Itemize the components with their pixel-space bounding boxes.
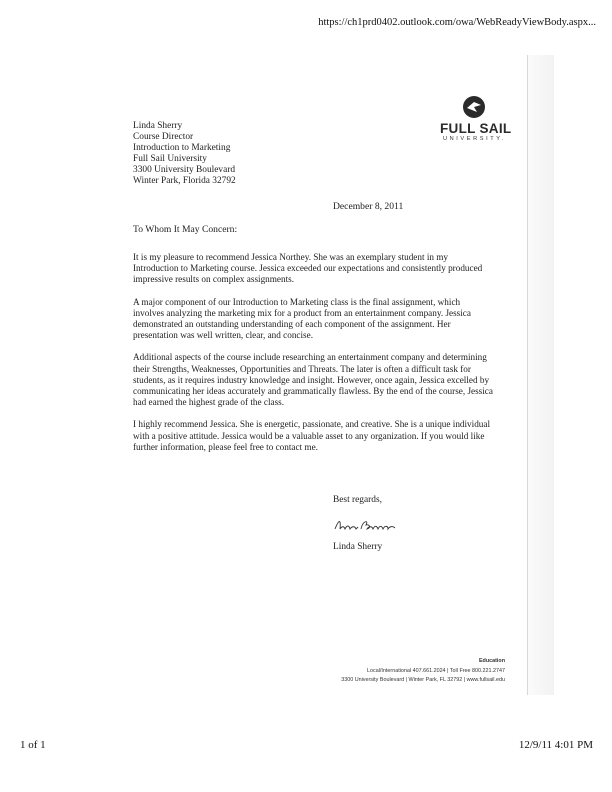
full-sail-logo: [440, 96, 512, 148]
logo-subtitle: UNIVERSITY.: [443, 136, 507, 142]
page-url: https://ch1prd0402.outlook.com/owa/WebReadyViewBody.aspx...: [318, 17, 596, 28]
print-timestamp: 12/9/11 4:01 PM: [518, 739, 593, 751]
letterhead-footer: [341, 657, 505, 686]
sail-mark-icon: [463, 96, 485, 118]
handwritten-signature: [333, 517, 397, 533]
signer-name: Linda Sherry: [333, 542, 383, 552]
letter-body: [133, 252, 493, 464]
sender-address: [133, 121, 236, 187]
closing: Best regards,: [333, 495, 382, 505]
logo-wordmark: FULL SAIL: [440, 121, 512, 136]
paragraph-intro: It is my pleasure to recommend Jessica Northey. She was an exemplary student in my Introduction to Marketing course. Jessica exceeded our expectations and consistently produced impressive results on complex assignments.: [133, 252, 483, 285]
paragraph-assignment: A major component of our Introduction to Marketing class is the final assignment, which involves analyzing the marketing mix for a product from an entertainment company. Jessica demonstrated an outstanding understanding of each component of the assignment. Her presentation was well written, clear, and concise.: [133, 296, 471, 341]
print-page-number: 1 of 1: [20, 739, 46, 751]
sender-title: Course Director: [133, 132, 194, 142]
scan-edge-shadow: [527, 55, 554, 695]
sender-city: Winter Park, Florida 32792: [133, 176, 236, 186]
salutation: To Whom It May Concern:: [133, 224, 238, 235]
paragraph-swot: Additional aspects of the course include researching an entertainment company and determining their Strengths, Weaknesses, Opportunities and Threats. The later is often a difficult task for students, as it requires industry knowledge and insight. However, once again, Jessica excelled by communicating her ideas accurately and grammatically flawless. By the end of the course, Jessica had earned the highest grade of the class.: [133, 352, 493, 408]
paragraph-recommendation: I highly recommend Jessica. She is energetic, passionate, and creative. She is a unique individual with a positive attitude. Jessica would be a valuable asset to any organization. If you would like further information, please feel free to contact me.: [133, 419, 491, 452]
sender-institution: Full Sail University: [133, 154, 207, 164]
footer-department: Education: [478, 658, 505, 664]
footer-address: 3300 University Boulevard | Winter Park, FL 32792 | www.fullsail.edu: [341, 677, 505, 683]
sender-street: 3300 University Boulevard: [133, 165, 236, 175]
letter-date: December 8, 2011: [333, 201, 404, 212]
sender-name: Linda Sherry: [133, 121, 183, 131]
footer-phone: Local/International 407.661.2024 | Toll Free 800.221.2747: [367, 667, 505, 674]
sender-course: Introduction to Marketing: [133, 143, 231, 153]
